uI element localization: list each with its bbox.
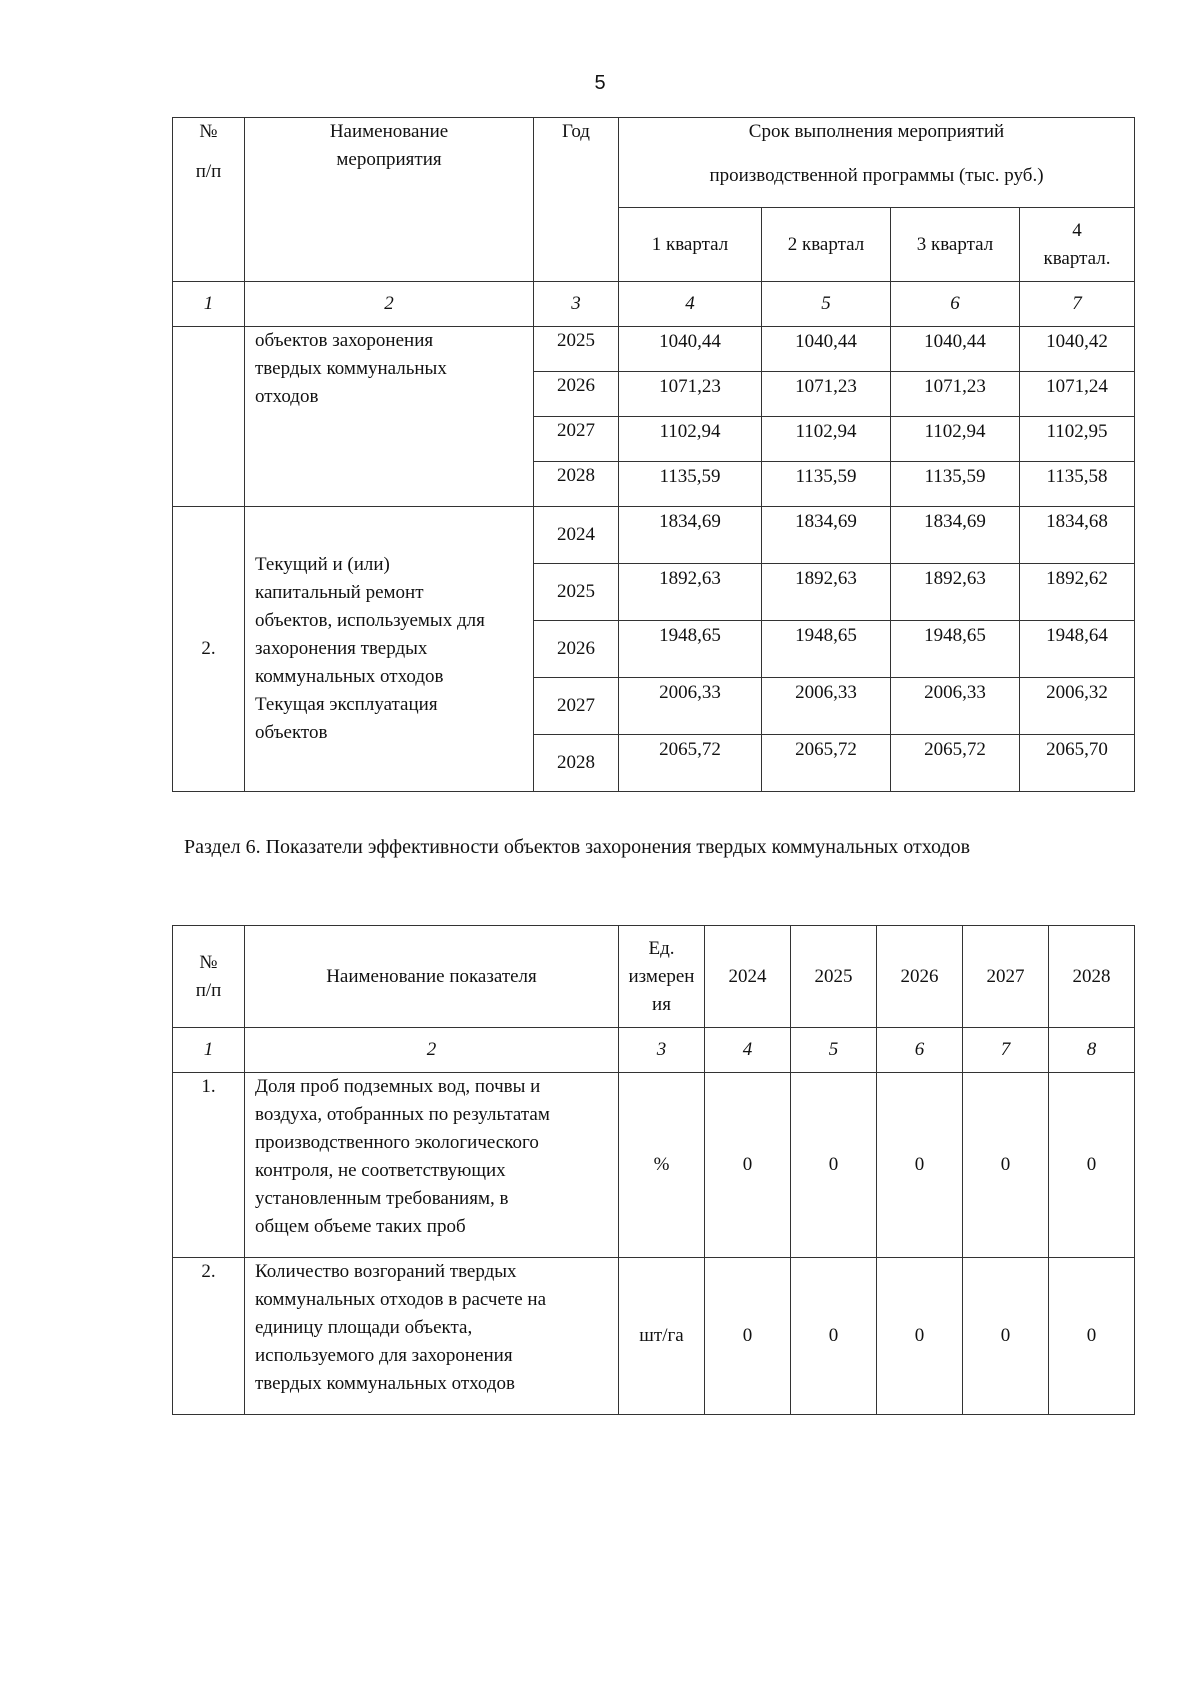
col-number: 1: [173, 282, 245, 327]
table-row: [173, 507, 1135, 564]
header-unit: Ед. измерен ия: [619, 926, 705, 1028]
value-cell: 2065,72: [762, 735, 891, 792]
header-name: Наименование мероприятия: [245, 118, 534, 282]
year-cell: 2027: [534, 417, 619, 462]
value-cell: 0: [705, 1073, 791, 1258]
header-q2: 2 квартал: [762, 208, 891, 282]
value-cell: 1071,23: [619, 372, 762, 417]
value-cell: 1040,44: [891, 327, 1020, 372]
col-number: 7: [1020, 282, 1135, 327]
row-num: 2.: [173, 1258, 245, 1415]
value-cell: 1135,59: [762, 462, 891, 507]
value-cell: 1948,65: [619, 621, 762, 678]
value-cell: 0: [877, 1258, 963, 1415]
header-year: Год: [534, 118, 619, 282]
value-cell: 1135,59: [619, 462, 762, 507]
col-number: 8: [1049, 1028, 1135, 1073]
value-cell: 1892,63: [891, 564, 1020, 621]
group1-num: [173, 327, 245, 507]
value-cell: 0: [791, 1073, 877, 1258]
header-q4: 4 квартал.: [1020, 208, 1135, 282]
group1-name: объектов захоронения твердых коммунальных отходов: [245, 327, 534, 507]
value-cell: 0: [1049, 1258, 1135, 1415]
table-row: [173, 1073, 1135, 1258]
year-cell: 2027: [534, 678, 619, 735]
value-cell: 0: [963, 1258, 1049, 1415]
header-num: № п/п: [173, 926, 245, 1028]
header-num: № п/п: [173, 118, 245, 282]
value-cell: 0: [877, 1073, 963, 1258]
value-cell: 1102,94: [762, 417, 891, 462]
value-cell: 0: [705, 1258, 791, 1415]
efficiency-indicators-table: [172, 925, 1135, 1415]
year-cell: 2024: [534, 507, 619, 564]
col-number: 4: [619, 282, 762, 327]
value-cell: 1948,64: [1020, 621, 1135, 678]
value-cell: 1892,63: [619, 564, 762, 621]
year-cell: 2026: [534, 621, 619, 678]
col-number: 6: [891, 282, 1020, 327]
value-cell: 0: [963, 1073, 1049, 1258]
value-cell: 2006,32: [1020, 678, 1135, 735]
value-cell: 1834,69: [762, 507, 891, 564]
value-cell: 1102,95: [1020, 417, 1135, 462]
col-number: 3: [619, 1028, 705, 1073]
value-cell: 1102,94: [891, 417, 1020, 462]
row-num: 1.: [173, 1073, 245, 1258]
year-cell: 2028: [534, 462, 619, 507]
header-name: Наименование показателя: [245, 926, 619, 1028]
year-cell: 2026: [534, 372, 619, 417]
value-cell: 2065,72: [619, 735, 762, 792]
value-cell: 1102,94: [619, 417, 762, 462]
section-6-title: Раздел 6. Показатели эффективности объектов захоронения твердых коммунальных отходов: [184, 836, 971, 858]
col-number: 2: [245, 282, 534, 327]
header-year: 2024: [705, 926, 791, 1028]
value-cell: 2006,33: [891, 678, 1020, 735]
value-cell: 2065,70: [1020, 735, 1135, 792]
value-cell: 1040,44: [762, 327, 891, 372]
col-number: 4: [705, 1028, 791, 1073]
page-number: 5: [594, 72, 606, 94]
value-cell: 2006,33: [762, 678, 891, 735]
table-row: [173, 327, 1135, 372]
header-year: 2027: [963, 926, 1049, 1028]
indicator-name: Доля проб подземных вод, почвы и воздуха, отобранных по результатам производственного экологического контроля, не соответствующих установленным требованиям, в общем объеме таких проб: [245, 1073, 619, 1258]
production-program-table: [172, 117, 1135, 792]
value-cell: 1040,42: [1020, 327, 1135, 372]
header-period-title: Срок выполнения мероприятий производственной программы (тыс. руб.): [619, 118, 1135, 208]
value-cell: 1135,58: [1020, 462, 1135, 507]
value-cell: 1892,63: [762, 564, 891, 621]
value-cell: 0: [791, 1258, 877, 1415]
header-year: 2028: [1049, 926, 1135, 1028]
unit-cell: шт/га: [619, 1258, 705, 1415]
column-number-row: [173, 1028, 1135, 1073]
year-cell: 2025: [534, 327, 619, 372]
column-number-row: [173, 282, 1135, 327]
indicator-name: Количество возгораний твердых коммунальных отходов в расчете на единицу площади объекта, используемого для захоронения твердых коммунальных отходов: [245, 1258, 619, 1415]
value-cell: 1040,44: [619, 327, 762, 372]
header-year: 2025: [791, 926, 877, 1028]
header-q1: 1 квартал: [619, 208, 762, 282]
header-q3: 3 квартал: [891, 208, 1020, 282]
value-cell: 1135,59: [891, 462, 1020, 507]
col-number: 5: [791, 1028, 877, 1073]
value-cell: 1948,65: [762, 621, 891, 678]
header-year: 2026: [877, 926, 963, 1028]
value-cell: 1834,69: [619, 507, 762, 564]
col-number: 5: [762, 282, 891, 327]
value-cell: 1834,69: [891, 507, 1020, 564]
col-number: 3: [534, 282, 619, 327]
group2-num: 2.: [173, 507, 245, 792]
value-cell: 1948,65: [891, 621, 1020, 678]
year-cell: 2028: [534, 735, 619, 792]
year-cell: 2025: [534, 564, 619, 621]
value-cell: 2065,72: [891, 735, 1020, 792]
col-number: 6: [877, 1028, 963, 1073]
value-cell: 1834,68: [1020, 507, 1135, 564]
col-number: 2: [245, 1028, 619, 1073]
table-row: [173, 1258, 1135, 1415]
col-number: 7: [963, 1028, 1049, 1073]
col-number: 1: [173, 1028, 245, 1073]
value-cell: 1071,23: [762, 372, 891, 417]
value-cell: 1892,62: [1020, 564, 1135, 621]
value-cell: 1071,24: [1020, 372, 1135, 417]
value-cell: 2006,33: [619, 678, 762, 735]
unit-cell: %: [619, 1073, 705, 1258]
group2-name: Текущий и (или) капитальный ремонт объектов, используемых для захоронения твердых коммунальных отходов Текущая эксплуатация объектов: [245, 507, 534, 792]
value-cell: 0: [1049, 1073, 1135, 1258]
value-cell: 1071,23: [891, 372, 1020, 417]
